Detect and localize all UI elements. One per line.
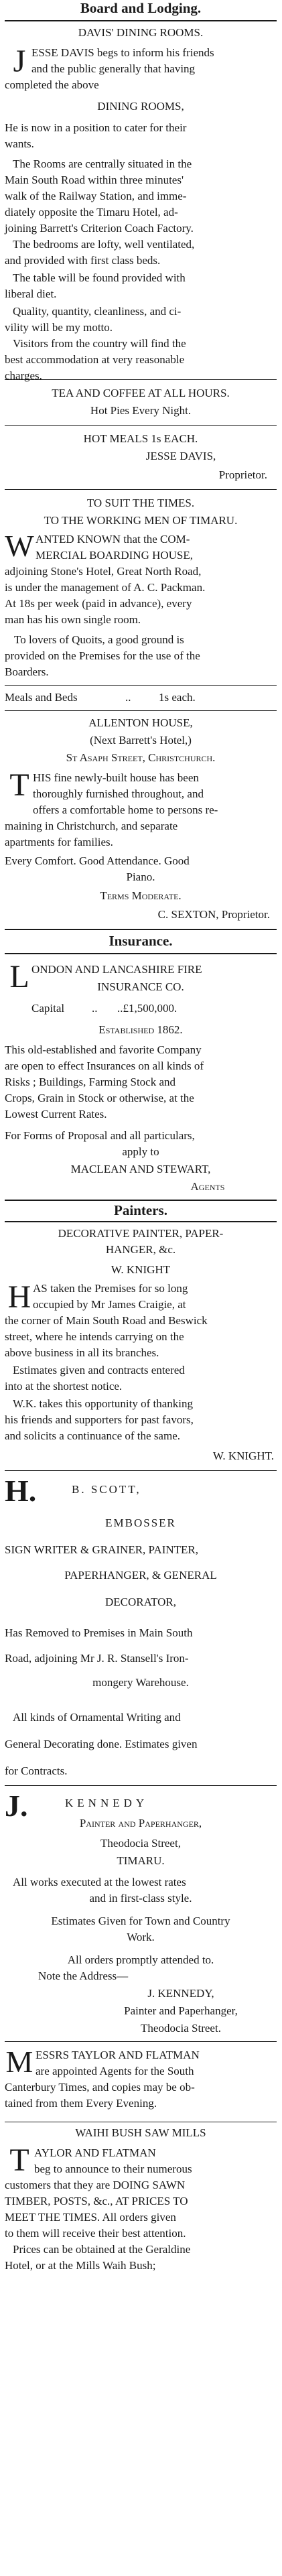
divider: [5, 953, 277, 954]
text-line: INSURANCE CO.: [97, 980, 184, 993]
text-line: Has Removed to Premises in Main South: [5, 1626, 193, 1639]
text-line: DECORATOR,: [105, 1596, 176, 1608]
text-line: is under the management of A. C. Packman.: [5, 581, 206, 594]
ad-subtitle: TO THE WORKING MEN OF TIMARU.: [44, 514, 238, 527]
text-line: The bedrooms are lofty, well ventilated,: [13, 238, 195, 251]
dots: ..: [125, 691, 131, 704]
text-line: All works executed at the lowest rates: [13, 1876, 186, 1888]
text-line: MEET THE TIMES. All orders given: [5, 2211, 176, 2224]
text-line: TIMBER, POSTS, &c., AT PRICES TO: [5, 2195, 188, 2207]
text-line: best accommodation at very reasonable: [5, 353, 185, 366]
ad-trade: EMBOSSER: [105, 1517, 176, 1529]
text-line: customers that they are DOING SAWN: [5, 2179, 186, 2191]
text-line: For Forms of Proposal and all particulars,: [5, 1129, 195, 1142]
text-line: SIGN WRITER & GRAINER, PAINTER,: [5, 1543, 199, 1556]
text-line: to them will receive their best attention.: [5, 2227, 186, 2240]
text-line: Hotel, or at the Mills Waih Bush;: [5, 2259, 156, 2272]
text-line: vility will be my motto.: [5, 321, 113, 334]
ad-allenton-house: [5, 717, 277, 925]
large-initial: J.: [5, 1789, 28, 1823]
ad-proprietor: C. SEXTON, Proprietor.: [157, 908, 270, 921]
meals-role: Proprietor.: [218, 468, 267, 481]
text-line: HIS fine newly-built house has been: [33, 771, 199, 784]
text-line: and in first-class style.: [89, 1892, 192, 1905]
text-line: Visitors from the country will find the: [13, 337, 186, 350]
text-line: Road, adjoining Mr J. R. Stansell's Iron-: [5, 1652, 189, 1665]
ad-hb-scott: [5, 1476, 277, 1784]
section-heading-painters: Painters.: [114, 1202, 167, 1218]
drop-cap: H: [7, 1279, 31, 1315]
text-line: the corner of Main South Road and Beswick: [5, 1314, 208, 1327]
ad-title: WAIHI BUSH SAW MILLS: [75, 2126, 206, 2139]
text-line: charges.: [5, 369, 42, 382]
ad-title: HANGER, &c.: [105, 1243, 176, 1256]
capital-value: ..£1,500,000.: [117, 1002, 178, 1015]
text-line: completed the above: [5, 78, 99, 91]
established: Established 1862.: [98, 1023, 183, 1036]
text-line: maining in Christchurch, and separate: [5, 820, 178, 832]
drop-cap: W: [5, 529, 34, 563]
ad-name: B. SCOTT,: [72, 1483, 141, 1496]
capital-label: Capital: [31, 1002, 65, 1015]
ad-signature: W. KNIGHT.: [212, 1450, 274, 1462]
text-line: At 18s per week (paid in advance), every: [5, 597, 192, 610]
divider: [5, 929, 277, 930]
text-line: ONDON AND LANCASHIRE FIRE: [31, 963, 202, 976]
text-line: This old-established and favorite Company: [5, 1043, 202, 1056]
text-line: ESSE DAVIS begs to inform his friends: [31, 46, 214, 59]
ad-title: DECORATIVE PAINTER, PAPER-: [58, 1227, 224, 1240]
text-line: Lowest Current Rates.: [5, 1108, 107, 1120]
ad-signature: Theodocia Street.: [141, 2022, 221, 2035]
agents-role: Agents: [190, 1180, 225, 1193]
text-line: Quality, quantity, cleanliness, and ci-: [13, 305, 182, 318]
divider: [5, 1470, 277, 1471]
text-line: Prices can be obtained at the Geraldine: [13, 2243, 191, 2256]
ad-j-kennedy: [5, 1791, 277, 2079]
ad-name: KENNEDY: [65, 1797, 149, 1809]
ad-taylor-flatman-agents: [5, 2047, 277, 2119]
text-line: into at the shortest notice.: [5, 1380, 123, 1393]
text-line: apply to: [122, 1145, 159, 1158]
text-line: Work.: [127, 1931, 155, 1943]
text-line: for Contracts.: [5, 1764, 68, 1777]
text-line: street, where he intends carrying on the: [5, 1330, 184, 1343]
text-line: ESSRS TAYLOR AND FLATMAN: [36, 2049, 200, 2061]
divider: [5, 425, 277, 426]
ad-commercial-boarding-house: [5, 497, 277, 698]
section-heading-insurance: Insurance.: [109, 933, 173, 949]
ad-terms: Terms Moderate.: [100, 889, 182, 902]
ad-role: Painter and Paperhanger,: [79, 1817, 202, 1829]
ad-signature: J. KENNEDY,: [147, 1987, 214, 2000]
divider: [5, 1200, 277, 1201]
text-line: Estimates given and contracts entered: [13, 1364, 185, 1376]
divider: [5, 379, 277, 380]
text-line: and provided with first class beds.: [5, 254, 161, 267]
meals-name: JESSE DAVIS,: [145, 450, 216, 462]
dots: ..: [92, 1002, 98, 1015]
text-line: PAPERHANGER, & GENERAL: [64, 1569, 217, 1582]
text-line: wants.: [5, 137, 34, 150]
text-line: Risks ; Buildings, Farming Stock and: [5, 1076, 176, 1088]
drop-cap: T: [9, 767, 29, 803]
text-line: MERCIAL BOARDING HOUSE,: [36, 549, 194, 562]
ad-waihi-bush-saw-mills: [5, 2127, 277, 2301]
ad-london-lancashire: [5, 958, 277, 1166]
ad-signature: Painter and Paperhanger,: [124, 2004, 238, 2017]
tea-subtitle: Hot Pies Every Night.: [90, 404, 192, 417]
divider: [5, 710, 277, 711]
text-line: provided on the Premises for the use of the: [5, 649, 200, 662]
drop-cap: L: [9, 959, 29, 994]
drop-cap: T: [9, 2142, 29, 2178]
divider: [5, 2041, 277, 2042]
text-line: offers a comfortable home to persons re-: [33, 803, 218, 816]
meals-and-beds: [5, 690, 277, 706]
text-line: joining Barrett's Criterion Coach Factory.: [5, 222, 194, 235]
text-line: To lovers of Quoits, a good ground is: [14, 633, 184, 646]
ad-title: ALLENTON HOUSE,: [88, 716, 193, 729]
drop-cap: M: [5, 2045, 33, 2079]
divider: [5, 489, 277, 490]
text-line: and the public generally that having: [31, 62, 196, 75]
text-line: All kinds of Ornamental Writing and: [13, 1711, 181, 1724]
ad-davis-dining-rooms: [5, 25, 277, 382]
large-initial: H.: [5, 1474, 37, 1508]
text-line: mongery Warehouse.: [92, 1676, 189, 1689]
text-line: Theodocia Street,: [100, 1837, 181, 1850]
text-line: ANTED KNOWN that the COM-: [36, 533, 190, 545]
text-line: man has his own single room.: [5, 613, 141, 626]
ad-w-knight: [5, 1228, 277, 1449]
text-line: 1s each.: [159, 691, 196, 704]
drop-cap: J: [13, 44, 26, 79]
text-line: adjoining Stone's Hotel, Great North Road,: [5, 565, 202, 578]
text-line: The Rooms are centrally situated in the: [13, 157, 192, 170]
tea-title: TEA AND COFFEE AT ALL HOURS.: [52, 387, 230, 399]
text-line: thoroughly furnished throughout, and: [33, 787, 204, 800]
text-line: All orders promptly attended to.: [67, 1953, 214, 1966]
text-line: The table will be found provided with: [13, 271, 186, 284]
text-line: liberal diet.: [5, 287, 57, 300]
ad-address: St Asaph Street, Christchurch.: [66, 751, 216, 764]
text-line: walk of the Railway Station, and imme-: [5, 190, 187, 202]
text-line: DINING ROOMS,: [97, 100, 184, 113]
text-line: his friends and supporters for past favors,: [5, 1413, 194, 1426]
divider: [5, 1785, 277, 1786]
text-line: Note the Address—: [38, 1970, 129, 1982]
text-line: Canterbury Times, and copies may be ob-: [5, 2081, 195, 2094]
divider: [5, 1221, 277, 1222]
text-line: General Decorating done. Estimates given: [5, 1738, 198, 1750]
text-line: above business in all its branches.: [5, 1346, 159, 1359]
text-line: Crops, Grain in Stock or otherwise, at the: [5, 1092, 194, 1104]
agents-name: MACLEAN AND STEWART,: [70, 1163, 211, 1175]
text-line: beg to announce to their numerous: [34, 2163, 192, 2175]
text-line: are appointed Agents for the South: [36, 2065, 194, 2077]
text-line: and solicits a continuance of the same.: [5, 1429, 180, 1442]
meals-title: HOT MEALS 1s EACH.: [83, 432, 198, 445]
text-line: tained from them Every Evening.: [5, 2097, 157, 2110]
ad-subtitle: (Next Barrett's Hotel,): [90, 734, 192, 747]
text-line: Meals and Beds: [5, 691, 78, 704]
ad-name: W. KNIGHT: [111, 1263, 171, 1276]
text-line: apartments for families.: [5, 836, 113, 848]
text-line: Estimates Given for Town and Country: [51, 1915, 230, 1927]
text-line: Every Comfort. Good Attendance. Good: [5, 854, 190, 867]
divider: [5, 20, 277, 21]
advertisement-column: [5, 0, 277, 2576]
text-line: are open to effect Insurances on all kinds of: [5, 1059, 204, 1072]
text-line: W.K. takes this opportunity of thanking: [13, 1397, 193, 1410]
section-heading-board: Board and Lodging.: [80, 0, 202, 16]
ad-title: DAVIS' DINING ROOMS.: [78, 26, 204, 39]
text-line: Boarders.: [5, 665, 49, 678]
text-line: AYLOR AND FLATMAN: [34, 2146, 156, 2159]
text-line: Main South Road within three minutes': [5, 174, 184, 186]
text-line: Piano.: [126, 871, 155, 883]
text-line: TIMARU.: [117, 1854, 165, 1867]
text-line: AS taken the Premises for so long: [33, 1282, 188, 1295]
text-line: occupied by Mr James Craigie, at: [33, 1298, 186, 1311]
text-line: diately opposite the Timaru Hotel, ad-: [5, 206, 178, 218]
ad-title: TO SUIT THE TIMES.: [86, 497, 195, 509]
divider: [5, 685, 277, 686]
text-line: He is now in a position to cater for their: [5, 121, 187, 134]
